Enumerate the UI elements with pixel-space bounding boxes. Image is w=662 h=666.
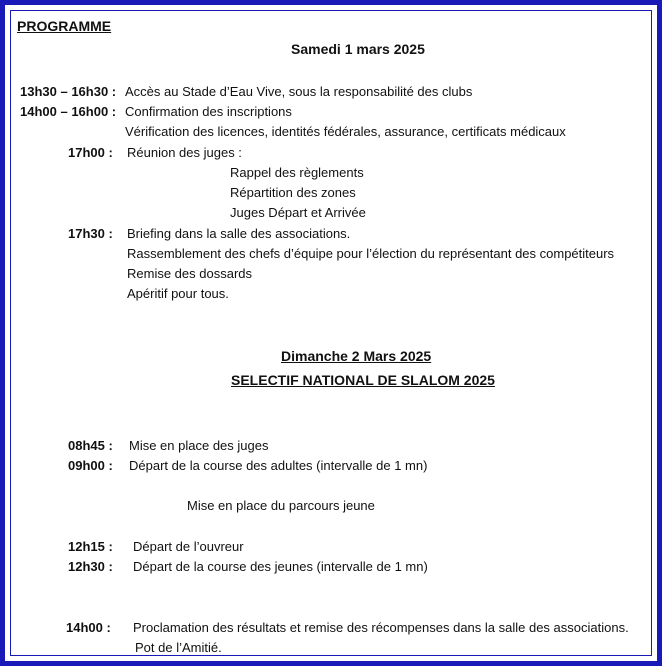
day1-text-7: Juges Départ et Arrivée — [230, 205, 366, 220]
day1-heading: Samedi 1 mars 2025 — [291, 41, 425, 57]
page-title: PROGRAMME — [17, 18, 112, 34]
day2-text-7: Pot de l’Amitié. — [135, 640, 222, 655]
day1-text-3: Vérification des licences, identités fédérales, assurance, certificats médicaux — [125, 124, 566, 139]
day2-text-5: Départ de la course des jeunes (intervalle de 1 mn) — [133, 559, 428, 574]
day2-text-4: Départ de l’ouvreur — [133, 539, 244, 554]
day1-text-4: Réunion des juges : — [127, 145, 242, 160]
day1-text-8: Briefing dans la salle des associations. — [127, 226, 351, 241]
day2-subheading: SELECTIF NATIONAL DE SLALOM 2025 — [231, 372, 495, 388]
day2-time-4: 12h15 : — [68, 539, 113, 554]
day2-text-3: Mise en place du parcours jeune — [187, 498, 375, 513]
day2-time-2: 09h00 : — [68, 458, 113, 473]
day1-text-9: Rassemblement des chefs d’équipe pour l’élection du représentant des compétiteurs — [127, 246, 615, 261]
day2-text-1: Mise en place des juges — [129, 438, 269, 453]
day1-time-1: 13h30 – 16h30 : — [20, 84, 117, 99]
day2-text-2: Départ de la course des adultes (intervalle de 1 mn) — [129, 458, 428, 473]
day1-text-5: Rappel des règlements — [230, 165, 364, 180]
day2-heading: Dimanche 2 Mars 2025 — [281, 348, 432, 364]
day1-time-2: 14h00 – 16h00 : — [20, 104, 117, 119]
day2-text-6: Proclamation des résultats et remise des récompenses dans la salle des associations. — [133, 620, 629, 635]
day1-time-4: 17h00 : — [68, 145, 113, 160]
day1-text-10: Remise des dossards — [127, 266, 252, 281]
day1-text-6: Répartition des zones — [230, 185, 356, 200]
day1-text-2: Confirmation des inscriptions — [125, 104, 292, 119]
day2-time-6: 14h00 : — [66, 620, 111, 635]
day2-time-5: 12h30 : — [68, 559, 113, 574]
day1-time-8: 17h30 : — [68, 226, 113, 241]
day2-time-1: 08h45 : — [68, 438, 113, 453]
day1-text-1: Accès au Stade d’Eau Vive, sous la responsabilité des clubs — [125, 84, 473, 99]
day1-text-11: Apéritif pour tous. — [127, 286, 229, 301]
